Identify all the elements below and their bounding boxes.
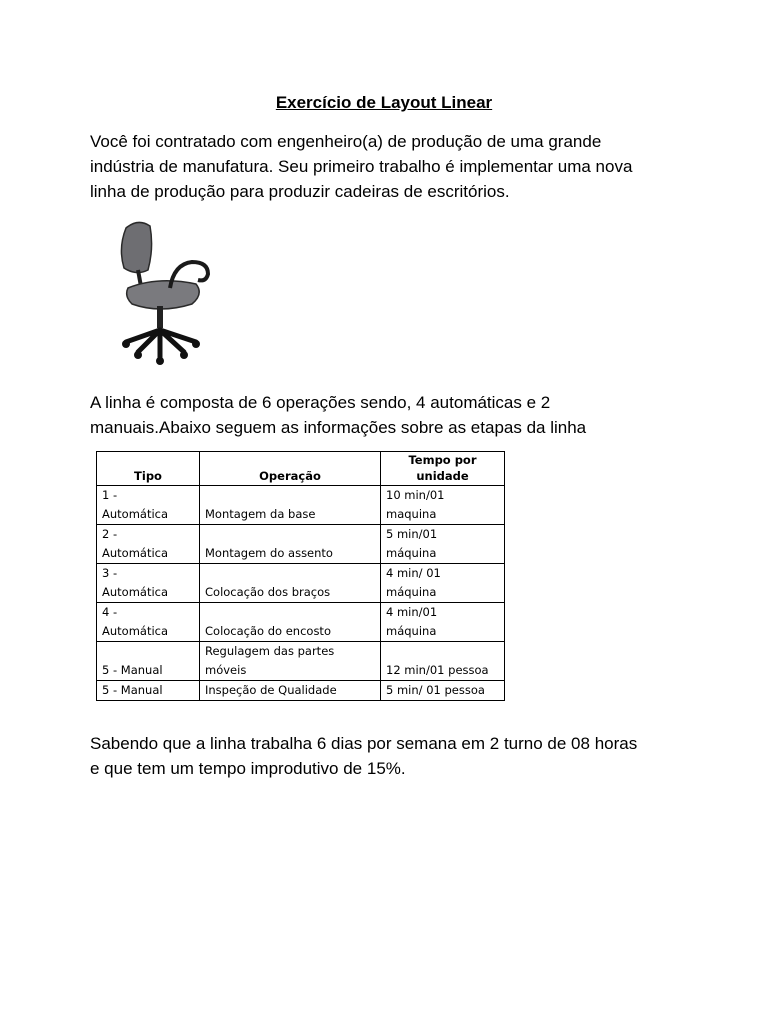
cell-line: 4 min/ 01 xyxy=(386,566,441,580)
closing-paragraph xyxy=(90,731,690,781)
table-cell-tipo xyxy=(97,525,200,564)
cell-line: Montagem do assento xyxy=(205,546,333,560)
cell-line: Regulagem das partes xyxy=(205,644,335,658)
table-cell-tempo xyxy=(381,564,505,603)
header-tipo: Tipo xyxy=(97,452,200,486)
table-row xyxy=(97,681,505,701)
table-cell-tempo xyxy=(381,681,505,701)
intro-paragraph xyxy=(90,129,690,204)
cell-line: Automática xyxy=(102,507,169,521)
cell-line: 2 - xyxy=(102,527,118,541)
cell-line: 3 - xyxy=(102,566,118,580)
cell-line: máquina xyxy=(386,585,437,599)
table-cell-op xyxy=(200,486,381,525)
cell-line: 4 - xyxy=(102,605,118,619)
document-title: Exercício de Layout Linear xyxy=(275,93,493,112)
closing-line: Sabendo que a linha trabalha 6 dias por semana em 2 turno de 08 horas xyxy=(90,734,638,753)
cell-line: maquina xyxy=(386,507,437,521)
cell-line: máquina xyxy=(386,624,437,638)
table-cell-tempo xyxy=(381,642,505,681)
table-cell-tipo xyxy=(97,486,200,525)
header-tempo xyxy=(381,452,505,486)
operations-table xyxy=(96,451,505,701)
header-operacao: Operação xyxy=(200,452,381,486)
table-cell-op xyxy=(200,642,381,681)
cell-line: 12 min/01 pessoa xyxy=(386,663,489,677)
cell-line: Montagem da base xyxy=(205,507,316,521)
table-row xyxy=(97,564,505,603)
intro-line: Você foi contratado com engenheiro(a) de produção de uma grande xyxy=(90,132,602,151)
cell-line: Colocação dos braços xyxy=(205,585,331,599)
cell-line: Colocação do encosto xyxy=(205,624,331,638)
line-description-paragraph xyxy=(90,390,690,440)
intro-line: linha de produção para produzir cadeiras de escritórios. xyxy=(90,182,510,201)
header-tempo-line: Tempo por xyxy=(408,453,477,467)
header-tempo-line: unidade xyxy=(416,469,469,483)
table-cell-tipo xyxy=(97,564,200,603)
intro-line: indústria de manufatura. Seu primeiro trabalho é implementar uma nova xyxy=(90,157,633,176)
cell-line: móveis xyxy=(205,663,247,677)
cell-line: máquina xyxy=(386,546,437,560)
cell-line: 5 min/01 xyxy=(386,527,438,541)
cell-line: 5 min/ 01 pessoa xyxy=(386,683,485,697)
table-cell-tempo xyxy=(381,603,505,642)
table-row xyxy=(97,486,505,525)
cell-line: Inspeção de Qualidade xyxy=(205,683,337,697)
line-description-line: manuais.Abaixo seguem as informações sobre as etapas da linha xyxy=(90,418,587,437)
cell-line: 4 min/01 xyxy=(386,605,438,619)
table-cell-tempo xyxy=(381,486,505,525)
cell-line: 5 - Manual xyxy=(102,663,163,677)
closing-line: e que tem um tempo improdutivo de 15%. xyxy=(90,759,406,778)
cell-line: 5 - Manual xyxy=(102,683,163,697)
cell-line: Automática xyxy=(102,546,169,560)
office-chair-image xyxy=(108,218,220,370)
cell-line: 1 - xyxy=(102,488,118,502)
cell-line: Automática xyxy=(102,585,169,599)
table-row xyxy=(97,603,505,642)
table-cell-op xyxy=(200,603,381,642)
table-cell-tipo xyxy=(97,642,200,681)
cell-line: 10 min/01 xyxy=(386,488,445,502)
table-cell-tipo xyxy=(97,681,200,701)
table-row xyxy=(97,642,505,681)
table-cell-op xyxy=(200,681,381,701)
table-cell-tipo xyxy=(97,603,200,642)
table-cell-op xyxy=(200,525,381,564)
table-cell-op xyxy=(200,564,381,603)
table-header-row xyxy=(97,452,505,486)
table-cell-tempo xyxy=(381,525,505,564)
cell-line: Automática xyxy=(102,624,169,638)
table-row xyxy=(97,525,505,564)
line-description-line: A linha é composta de 6 operações sendo, 4 automáticas e 2 xyxy=(90,393,551,412)
